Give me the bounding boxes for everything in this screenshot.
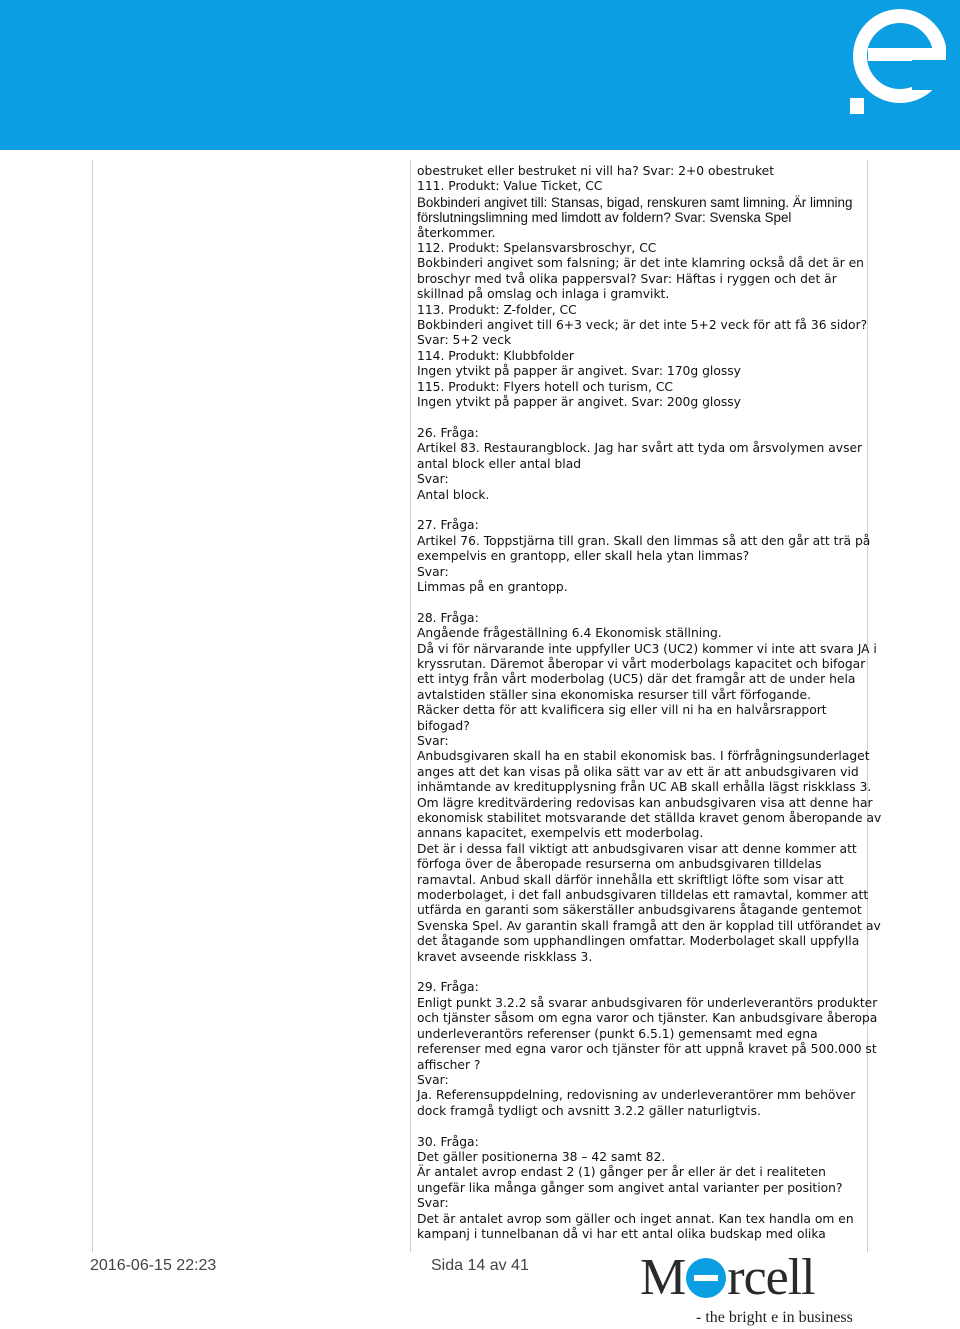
text-line: kravet avseende riskklass 3. xyxy=(417,949,593,964)
text-line: utfärda en garanti som säkerställer anbudsgivarens åtagande gentemot xyxy=(417,903,862,918)
text-line: ekonomisk stabilitet motsvarande det ställda kravet genom åberopande av xyxy=(417,811,882,826)
qa-content xyxy=(417,164,882,1242)
text-line: och tjänster såsom om egna varor och tjänster. Kan anbudsgivare åberopa xyxy=(417,1011,878,1026)
text-line: ungefär lika många gånger som angivet antal varianter per position? xyxy=(417,1180,843,1195)
text-line: Antal block. xyxy=(417,487,490,502)
e-logo-icon xyxy=(850,2,946,114)
text-line: Artikel 76. Toppstjärna till gran. Skall den limmas så att den går att trä på xyxy=(417,533,871,548)
text-line: Bokbinderi angivet till 6+3 veck; är det inte 5+2 veck för att få 36 sidor? xyxy=(417,318,868,333)
text-line: underleverantörs referenser (punkt 6.5.1) gemensamt med egna xyxy=(417,1026,818,1041)
text-line: bifogad? xyxy=(417,718,470,733)
text-line: Svenska Spel. Av garantin skall framgå att den är kopplad till utförandet av xyxy=(417,918,881,933)
text-line: obestruket eller bestruket ni vill ha? Svar: 2+0 obestruket xyxy=(417,164,775,178)
text-line: 115. Produkt: Flyers hotell och turism, CC xyxy=(417,379,673,394)
text-line: Angående frågeställning 6.4 Ekonomisk ställning. xyxy=(417,626,722,641)
text-line: broschyr med två olika pappersval? Svar: Häftas i ryggen och det är xyxy=(417,271,837,286)
text-line: dock framgå tydligt och avsnitt 3.2.2 gäller naturligtvis. xyxy=(417,1103,761,1118)
text-line: Enligt punkt 3.2.2 så svarar anbudsgivaren för underleverantörs produkter xyxy=(417,995,878,1010)
text-line: Det är antalet avrop som gäller och inget annat. Kan tex handla om en xyxy=(417,1211,854,1226)
text-line: Svar: xyxy=(417,1196,449,1211)
text-line: exempelvis en grantopp, eller skall hela ytan limmas? xyxy=(417,549,750,564)
text-line: Svar: xyxy=(417,472,449,487)
blank-line xyxy=(417,411,869,426)
text-line: Limmas på en grantopp. xyxy=(417,579,568,594)
logo-tagline: - the bright e in business xyxy=(696,1309,853,1326)
logo-text-left: M xyxy=(640,1249,686,1306)
footer-date: 2016-06-15 22:23 xyxy=(90,1257,217,1274)
text-line: skillnad på omslag och inlaga i gramvikt. xyxy=(417,287,670,302)
text-line: Svar: xyxy=(417,1072,449,1087)
text-line: Är antalet avrop endast 2 (1) gånger per år eller är det i realiteten xyxy=(417,1165,826,1180)
text-line: Artikel 83. Restaurangblock. Jag har svårt att tyda om årsvolymen avser xyxy=(417,441,863,456)
text-line: 26. Fråga: xyxy=(417,425,479,440)
text-line: Då vi för närvarande inte uppfyller UC3 (UC2) kommer vi inte att svara JA i xyxy=(417,641,877,656)
text-line: Svar: xyxy=(417,564,449,579)
text-line: 27. Fråga: xyxy=(417,518,479,533)
text-line: Det är i dessa fall viktigt att anbudsgivaren visar att denne kommer att xyxy=(417,841,857,856)
text-line: Ingen ytvikt på papper är angivet. Svar: 200g glossy xyxy=(417,395,741,410)
text-line: Räcker detta för att kvalificera sig eller vill ni ha en halvårsrapport xyxy=(417,703,827,718)
e-mark-icon xyxy=(686,1258,726,1298)
text-line: Bokbinderi angivet till: Stansas, bigad, renskuren samt limning. Är limning xyxy=(417,194,853,210)
table-border-middle xyxy=(410,160,411,1252)
blank-line xyxy=(417,503,869,518)
text-line: förslutningslimning med limdott av foldern? Svar: Svenska Spel xyxy=(417,210,792,226)
text-line: 30. Fråga: xyxy=(417,1134,479,1149)
table-border-left xyxy=(92,160,93,1252)
text-line: kryssrutan. Däremot åberopar vi vårt moderbolags kapacitet och bifogar xyxy=(417,656,866,671)
text-line: Svar: 5+2 veck xyxy=(417,333,512,348)
blank-line xyxy=(417,595,869,610)
blank-line xyxy=(417,1119,869,1134)
blank-line xyxy=(417,965,869,980)
text-line: Det gäller positionerna 38 – 42 samt 82. xyxy=(417,1149,666,1164)
text-line: 112. Produkt: Spelansvarsbroschyr, CC xyxy=(417,241,657,256)
text-line: det åtagande som upphandlingen omfattar. Moderbolaget skall uppfylla xyxy=(417,934,860,949)
header-band xyxy=(0,0,960,150)
text-line: ramavtal. Anbud skall därför innehålla ett skriftligt löfte som visar att xyxy=(417,872,844,887)
text-line: inhämtande av kreditupplysning från UC AB skall erhålla lägst riskklass 3. xyxy=(417,780,872,795)
text-line: 28. Fråga: xyxy=(417,610,479,625)
page-number: Sida 14 av 41 xyxy=(431,1257,529,1274)
text-line: 114. Produkt: Klubbfolder xyxy=(417,348,574,363)
text-line: ett intyg från vårt moderbolag (UC5) där det framgår att de under hela xyxy=(417,672,856,687)
text-line: Ingen ytvikt på papper är angivet. Svar: 170g glossy xyxy=(417,364,741,379)
text-line: Ja. Referensuppdelning, redovisning av underleverantörer mm behöver xyxy=(417,1088,856,1103)
text-line: 29. Fråga: xyxy=(417,980,479,995)
text-line: 111. Produkt: Value Ticket, CC xyxy=(417,179,603,194)
text-line: annans kapacitet, exempelvis ett moderbolag. xyxy=(417,826,704,841)
text-line: Bokbinderi angivet som falsning; är det inte klamring också då det är en xyxy=(417,256,864,271)
text-line: Svar: xyxy=(417,733,449,748)
text-line: förfoga över de åberopade resurserna om anbudsgivaren tilldelas xyxy=(417,857,822,872)
text-line: anges att det kan visas på olika sätt var av ett är att anbudsgivaren vid xyxy=(417,764,859,779)
logo-wordmark xyxy=(640,1250,815,1306)
text-line: moderbolaget, i det fall anbudsgivaren tilldelas ett ramavtal, kommer att xyxy=(417,888,869,903)
text-line: kampanj i tunnelbanan då vi har ett antal olika budskap med olika xyxy=(417,1226,826,1241)
text-line: affischer ? xyxy=(417,1057,481,1072)
text-line: antal block eller antal blad xyxy=(417,456,582,471)
text-line: Anbudsgivaren skall ha en stabil ekonomisk bas. I förfrågningsunderlaget xyxy=(417,749,870,764)
text-line: referenser med egna varor och tjänster för att uppnå kravet på 500.000 st xyxy=(417,1042,877,1057)
mercell-logo xyxy=(640,1250,870,1329)
text-line: avtalstiden ställer sina ekonomiska resurser till vårt förfogande. xyxy=(417,687,812,702)
logo-text-right: rcell xyxy=(727,1249,815,1306)
text-line: Om lägre kreditvärdering redovisas kan anbudsgivaren visa att denne har xyxy=(417,795,873,810)
text-line: 113. Produkt: Z-folder, CC xyxy=(417,302,577,317)
text-line: återkommer. xyxy=(417,225,496,240)
